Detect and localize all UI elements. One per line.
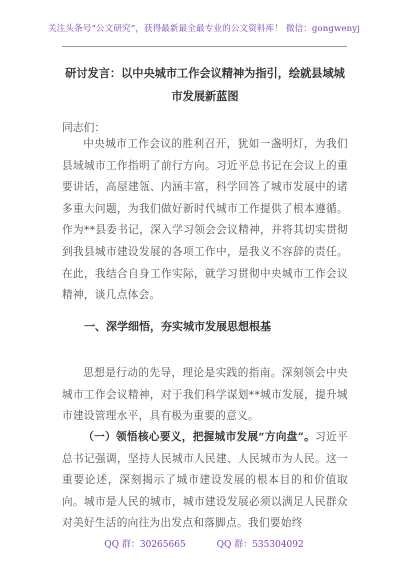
- header-divider: [62, 46, 347, 47]
- footer-qq-group-2: QQ 群：535304092: [216, 540, 304, 550]
- intro-paragraph: 中央城市工作会议的胜利召开，犹如一盏明灯，为我们县域城市工作指明了前行方向。习近平总书记在会议上的重要讲话，高屋建瓴、内涵丰富，科学回答了城市发展中的诸多重大问题，为我们做好新时代城市工作提供了根本遵循。作为**县委书记，深入学习领会会议精神，并将其切实贯彻到我县城市建设发展的各项工作中，是我义不容辞的责任。在此，我结合自身工作实际，就学习贯彻中央城市工作会议精神，谈几点体会。: [62, 138, 348, 302]
- document-title: 研讨发言：以中央城市工作会议精神为指引，绘就县域城市发展新蓝图: [65, 66, 345, 103]
- section-heading-1: 一、深学细悟，夯实城市发展思想根基: [84, 320, 271, 333]
- footer-contact: [0, 537, 408, 550]
- subsection-body: 习近平总书记强调，坚持人民城市人民建、人民城市为人民。这一重要论述，深刻揭示了城市建设发展的根本目的和价值取向。城市是人民的城市，城市建设发展必须以满足人民群众对美好生活的向往为出发点和落脚点。我们要始终: [62, 431, 348, 530]
- subsection-heading-1: （一）领悟核心要义，把握城市发展“方向盘”。: [83, 431, 316, 443]
- header-banner: 关注头条号“公文研究”，获得最新最全最专业的公文资料库！ 微信：gongwenyj: [47, 24, 361, 34]
- section1-intro-paragraph: 思想是行动的先导，理论是实践的指南。深刻领会中央城市工作会议精神，对于我们科学谋划**城市发展，提升城市建设管理水平，具有极为重要的意义。: [62, 367, 348, 423]
- subsection-paragraph: [62, 427, 348, 535]
- salutation: 同志们：: [62, 121, 106, 134]
- footer-qq-group-1: QQ 群：30265665: [104, 540, 186, 550]
